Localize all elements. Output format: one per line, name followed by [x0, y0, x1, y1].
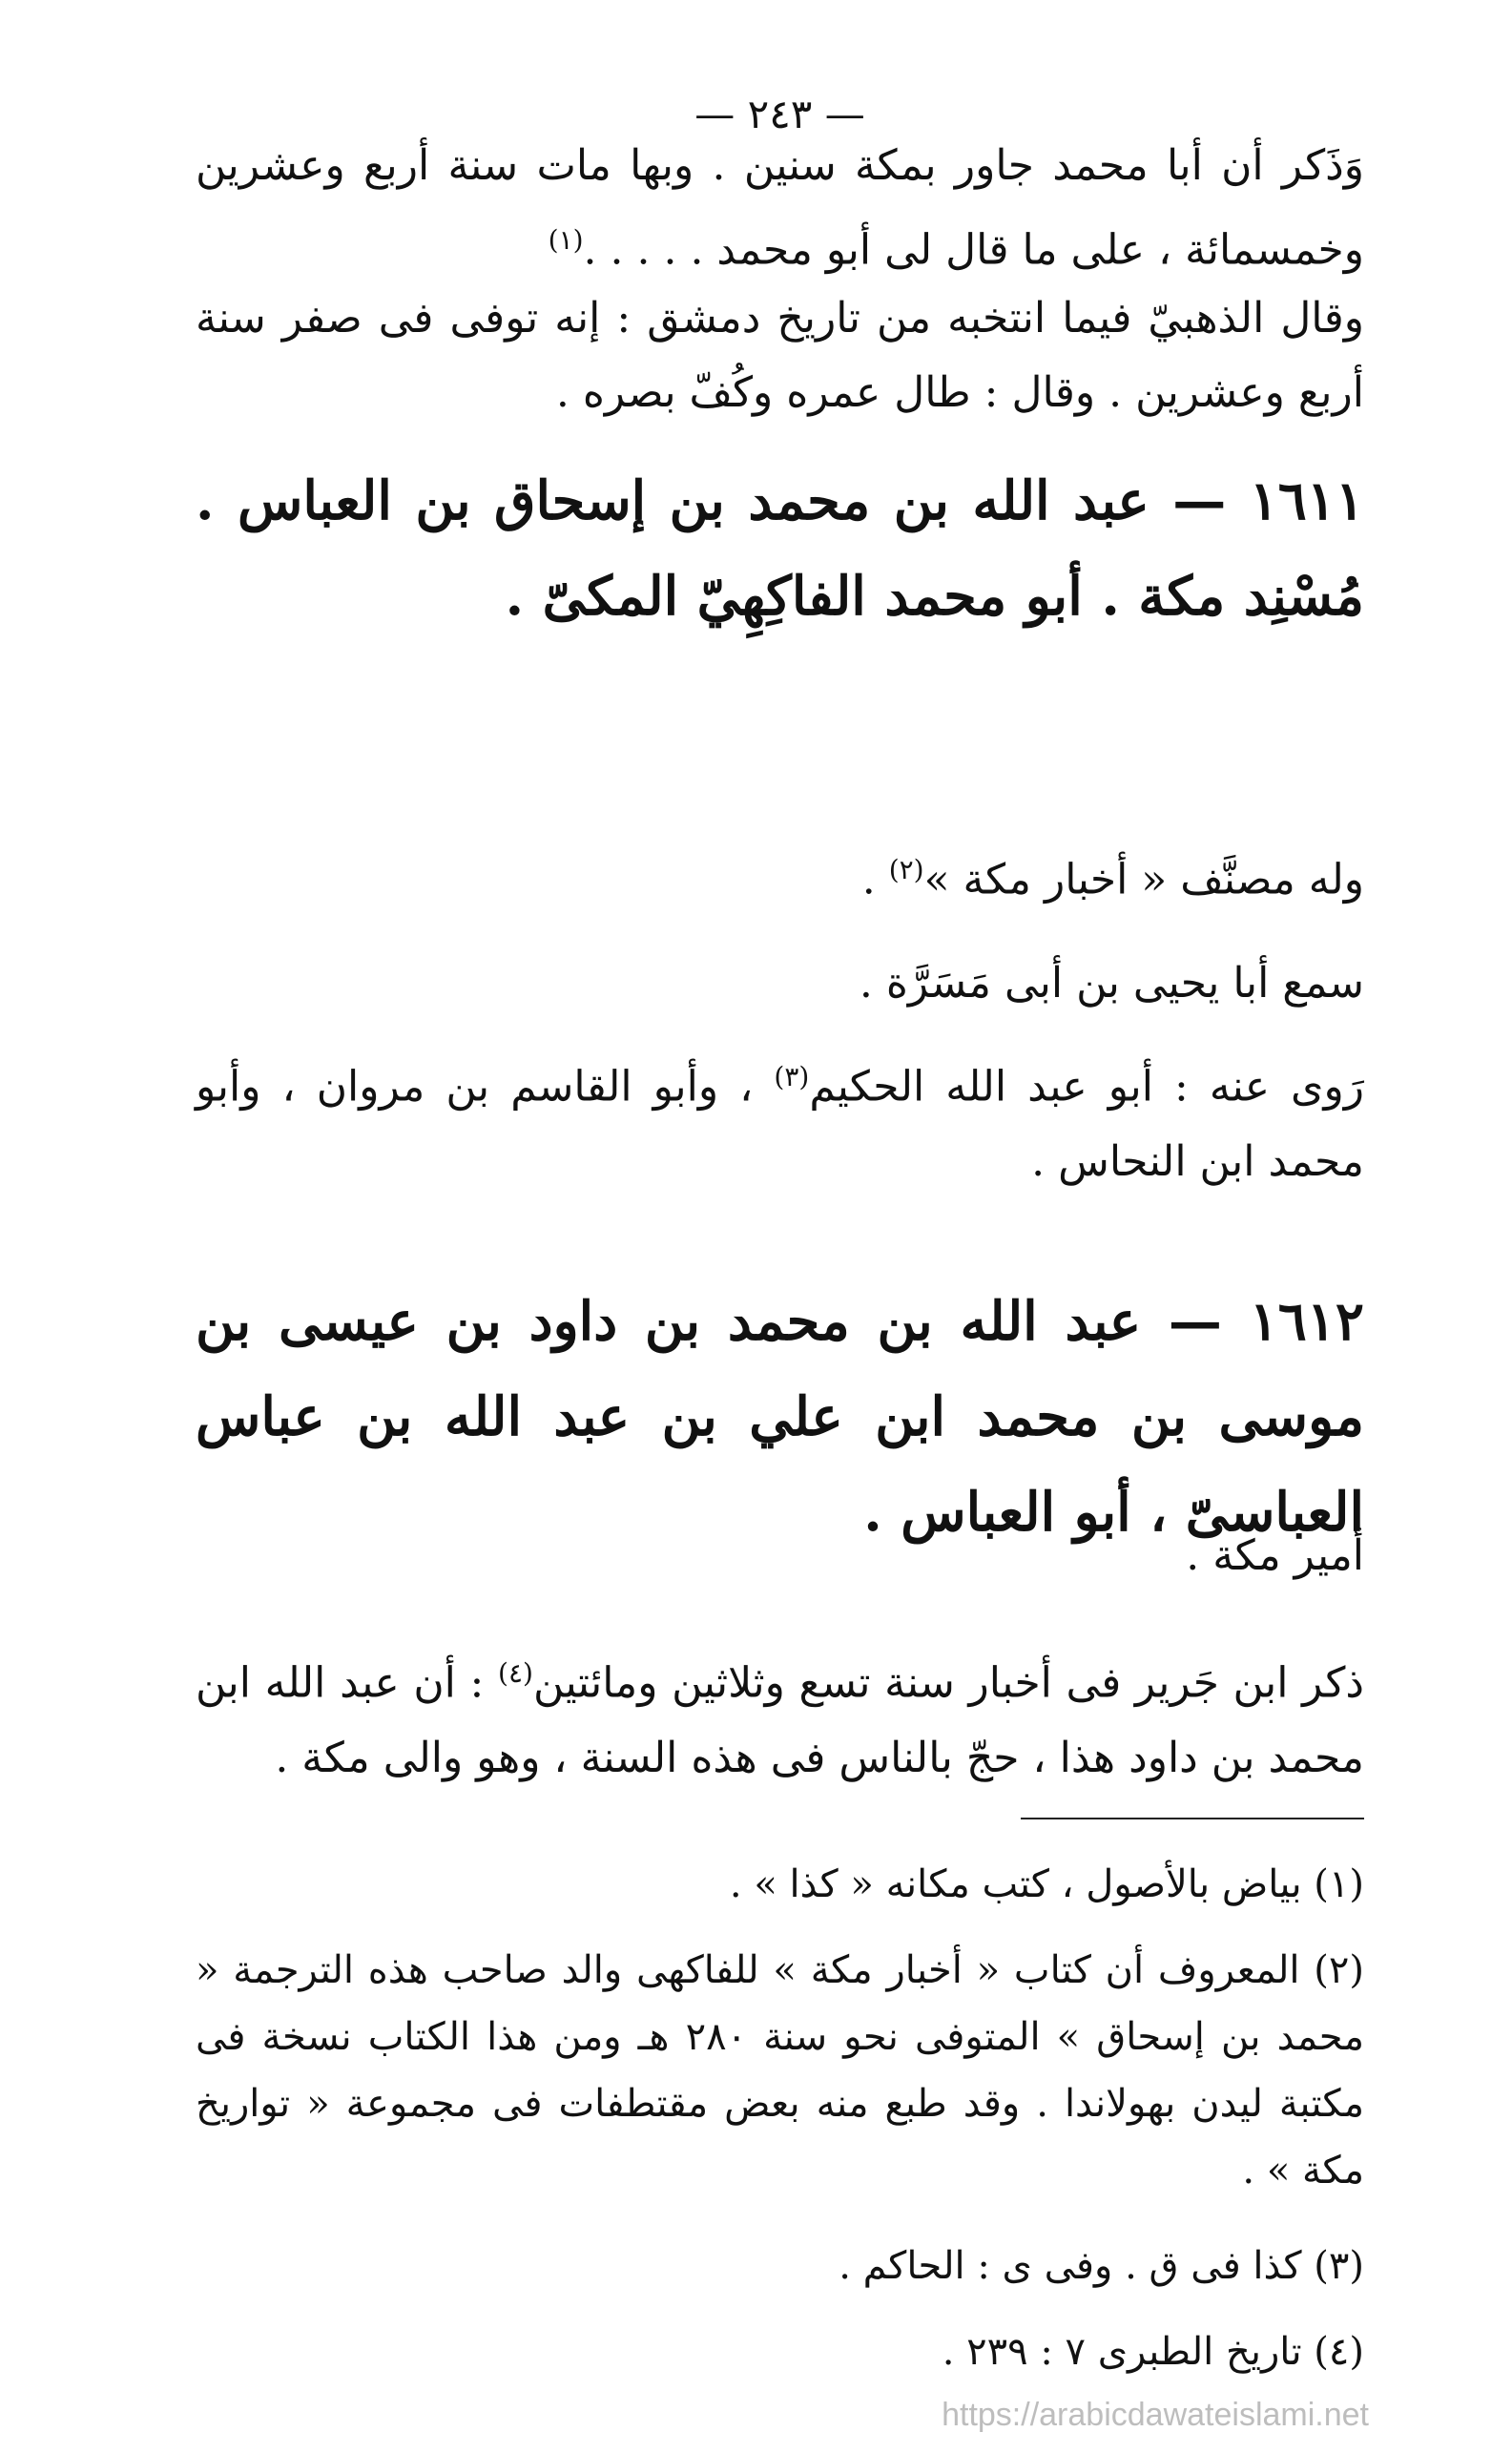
entry-1611-line-1-end: .	[861, 855, 889, 904]
footnote-ref-1: (١)	[548, 224, 584, 256]
footnote-1: (١) بياض بالأصول ، كتب مكانه « كذا » .	[729, 1862, 1364, 1906]
footnote-4: (٤) تاريخ الطبرى ٧ : ٢٣٩ .	[942, 2330, 1364, 2374]
footnote-2: (٢) المعروف أن كتاب « أخبار مكة » للفاكهى والد صاحب هذه الترجمة « محمد بن إسحاق » المتوفى نحو سنة ٢٨٠ هـ ومن هذا الكتاب نسخة فى مكتبة ليدن بهولاندا . وقد طبع منه بعض مقتطفات فى مجموعة « تواريخ مكة » .	[196, 1948, 1364, 2193]
entry-1612-line-1: أمير مكة .	[1186, 1531, 1364, 1580]
footnote-separator	[1021, 1818, 1364, 1819]
footnote-ref-2: (٢)	[888, 854, 924, 885]
entry-1612-line-2	[196, 1636, 1364, 1796]
entry-1611-line-3-b: ، وأبو القاسم بن مروان ، وأبو محمد ابن النحاس .	[196, 1062, 1364, 1186]
entry-1611-line-3-a: رَوى عنه : أبو عبد الله الحكيم	[809, 1062, 1364, 1112]
document-page	[196, 0, 1364, 2453]
entry-1611-heading: ١٦١١ — عبد الله بن محمد بن إسحاق بن العباس . مُسْنِد مكة . أبو محمد الفاكِهِيّ المكىّ .	[196, 469, 1364, 628]
footnote-3: (٣) كذا فى ق . وفى ى : الحاكم .	[839, 2244, 1364, 2288]
footnote-ref-3: (٣)	[774, 1061, 810, 1092]
entry-1611-line-1-text: وله مصنَّف « أخبار مكة »	[923, 855, 1364, 904]
entry-1611-line-2: سمع أبا يحيى بن أبى مَسَرَّة .	[859, 959, 1364, 1008]
entry-1611-line-3	[196, 1040, 1364, 1199]
entry-1611-line-1	[862, 854, 1364, 904]
paragraph-1	[196, 129, 1364, 288]
footnote-ref-4: (٤)	[498, 1657, 533, 1689]
paragraph-1-text: وَذَكر أن أبا محمد جاور بمكة سنين . وبها مات سنة أربع وعشرين وخمسمائة ، على ما قال لى أبو محمد . . . . .	[196, 141, 1364, 275]
paragraph-2: وقال الذهبيّ فيما انتخبه من تاريخ دمشق : إنه توفى فى صفر سنة أربع وعشرين . وقال : طال عمره وكُفّ بصره .	[196, 294, 1364, 417]
entry-1612-line-2-b: : أن عبد الله ابن محمد بن داود هذا ، حجّ بالناس فى هذه السنة ، وهو والى مكة .	[196, 1658, 1364, 1782]
page-number: — ٢٤٣ —	[694, 91, 865, 137]
entry-1612-line-2-a: ذكر ابن جَرير فى أخبار سنة تسع وثلاثين ومائتين	[532, 1658, 1364, 1708]
entry-1612-heading: ١٦١٢ — عبد الله بن محمد بن داود بن عيسى بن موسى بن محمد ابن علي بن عبد الله بن عباس العباسىّ ، أبو العباس .	[196, 1290, 1364, 1544]
watermark: https://arabicdawateislami.net	[942, 2397, 1369, 2433]
